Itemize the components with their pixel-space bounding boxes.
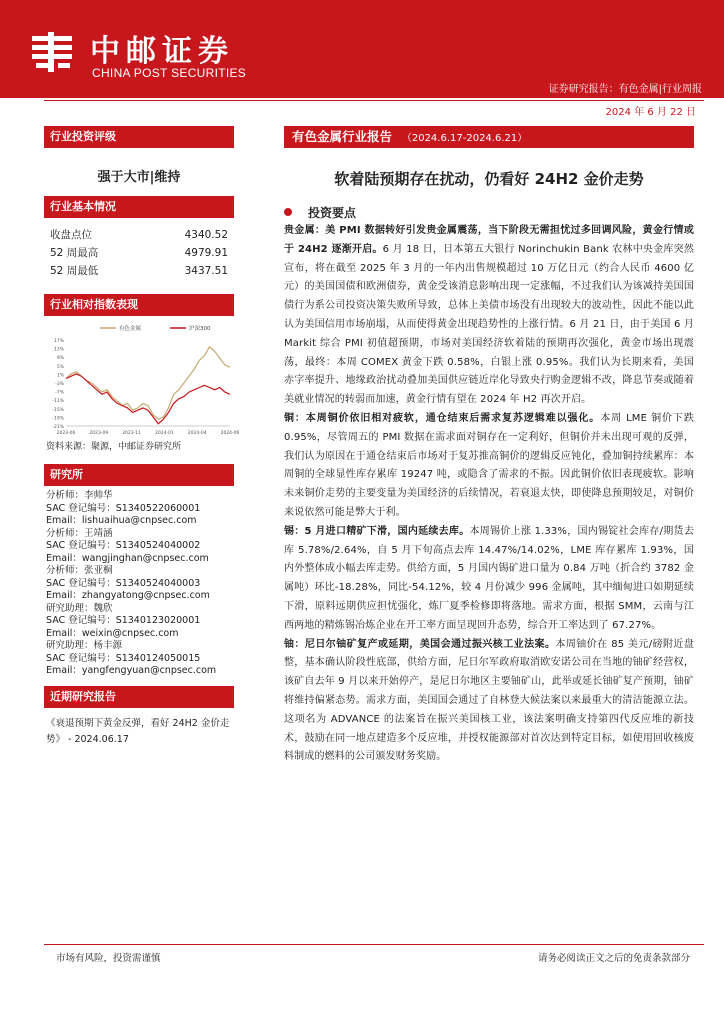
section-basics-label: 行业基本情况 <box>44 196 234 218</box>
analyst-line: Email：yangfengyuan@cnpsec.com <box>46 665 217 676</box>
paragraph-lead: 贵金属：美 PMI 数据转好引发贵金属震荡，当下阶段无需担忧过多回调风险，黄金行情或于 24H2 逐渐开启。 <box>284 225 694 255</box>
section-rating-label: 行业投资评级 <box>44 126 234 148</box>
y-tick-label: 5% <box>56 364 64 370</box>
x-tick-label: 2023-11 <box>122 431 142 436</box>
stat-row <box>44 226 234 244</box>
report-title: 有色金属行业报告 <box>292 129 393 144</box>
section-analysts-label: 研究所 <box>44 464 234 486</box>
analyst-line: Email：weixin@cnpsec.com <box>46 627 179 639</box>
paragraph-lead: 铀：尼日尔铀矿复产或延期，美国会通过振兴核工业法案。 <box>284 638 556 650</box>
analyst-line: Email：zhangyatong@cnpsec.com <box>46 590 210 601</box>
stat-label: 52 周最低 <box>50 265 99 277</box>
recent-report: 《衰退预期下黄金反弹，看好 24H2 金价走势》 - 2024.06.17 <box>46 717 230 745</box>
legend-label: 沪深300 <box>189 326 211 332</box>
series-line <box>66 347 230 419</box>
stat-label: 收盘点位 <box>50 229 92 241</box>
paragraph-lead: 铜：本周铜价依旧相对疲软，通仓结束后需求复苏逻辑难以强化。 <box>284 412 601 424</box>
chart-source: 资料来源：聚源，中邮证券研究所 <box>46 442 182 452</box>
paragraph-precious-metals <box>284 222 694 410</box>
paragraph-body: 本周 LME 铜价下跌 0.95%，尽管周五的 PMI 数据在需求面对铜存在一定利好，但铜价并未出现可观的反弹，我们认为原因在于通仓结束后市场对于复苏推高铜价的逻辑反应钝化，叠加铜持续累库：本周铜的全球显性库存累库 19247 吨，或隐含了需求的不振。因此铜价依旧表现疲软。影响未来铜价走势的主要变量为美国经济的后续情况，若衰退太快，即使降息预期较足，对铜价来说依然可能是弊大于利。 <box>284 412 694 518</box>
stat-value: 4340.52 <box>184 229 228 241</box>
y-tick-label: -21% <box>52 425 64 430</box>
analyst-line: SAC 登记编号：S1340123020001 <box>46 615 201 626</box>
relative-index-chart-svg <box>44 320 240 438</box>
y-tick-label: -7% <box>55 390 64 396</box>
report-type: 证券研究报告：有色金属|行业周报 <box>548 84 702 95</box>
x-tick-label: 2024-04 <box>187 431 207 436</box>
analyst-line: SAC 登记编号：S1340124050015 <box>46 652 201 664</box>
x-tick-label: 2023-06 <box>56 431 76 436</box>
bullet-dot-icon <box>284 208 292 216</box>
brand-name-en: CHINA POST SECURITIES <box>92 66 247 80</box>
analyst-line: 研究助理：杨丰源 <box>46 640 123 651</box>
x-tick-label: 2024-06 <box>220 431 240 436</box>
paragraph-body: 6 月 18 日，日本第五大银行 Norinchukin Bank 农林中央金库突然宣布，将在截至 2025 年 3 月的一年内出售规模超过 10 万亿日元（约合人民币 4600 亿元）的美国国债和欧洲债券，黄金受该消息影响出现一定涨幅，不过我们认为该减持美国国债行为系公司投资决策失败所导致，总体上美债市场没有出现较大的波动性，因此不能以此认为美国信用市场崩塌，从而使得黄金出现趋势性的上涨行情。6 月 21 日，由于美国 6 月 Markit 综合 PMI 初值超预期，市场对美国经济软着陆的预期再次强化，黄金市场出现震荡，最终：本周 COMEX 黄金下跌 0.58%，白银上涨 0.95%。我们认为长期来看，美国赤字率提升、地缘政治扰动叠加美国供应链近岸化导致央行购金逻辑不改，降息节奏或随着美就业情况的转弱而加速，黄金行情有望在 2024 年 H2 再次开启。 <box>284 243 694 406</box>
page-footer <box>44 944 704 966</box>
analyst-list <box>44 490 234 678</box>
section-performance-label: 行业相对指数表现 <box>44 294 234 316</box>
stat-label: 52 周最高 <box>50 247 99 259</box>
date-line <box>0 98 724 120</box>
paragraph-uranium <box>284 636 694 768</box>
y-tick-label: 1% <box>56 373 64 379</box>
legend-label: 有色金属 <box>119 326 142 332</box>
y-tick-label: -11% <box>52 399 64 405</box>
paragraph-body: 本周铀价在 85 美元/磅附近盘整，基本确认阶段性底部，供给方面，尼日尔军政府取消欧安诺公司在当地的铀矿经营权，该矿自去年 9 月以来开始停产，是尼日尔地区主要铀矿山，此举或延长铀矿复产预期，铀矿将维持偏紧态势。需求方面，美国国会通过了自林登大候法案以来最重大的清洁能源立法。这项名为 ADVANCE 的法案旨在振兴美国核工业，该法案明确支持第四代反应堆的新技术，鼓励在同一地点建造多个反应堆，并授权能源部对首次达到特定目标，如使用回收核废料制成的燃料的公司颁发财务奖励。 <box>284 638 694 763</box>
stat-row <box>44 262 234 280</box>
analyst-line: 分析师：李帅华 <box>46 490 113 501</box>
series-line <box>66 374 230 424</box>
x-tick-label: 2024-01 <box>154 431 174 436</box>
industry-rating: 强于大市|维持 <box>97 170 181 185</box>
china-post-logo-icon <box>28 28 76 76</box>
y-tick-label: 17% <box>53 339 64 344</box>
analyst-line: 分析师：张亚桐 <box>46 565 113 576</box>
headline: 软着陆预期存在扰动，仍看好 24H2 金价走势 <box>334 170 644 188</box>
y-tick-label: -19% <box>52 416 64 422</box>
paragraph-lead: 锡：5 月进口精矿下滑，国内延续去库。 <box>284 525 470 537</box>
y-tick-label: -3% <box>55 382 64 387</box>
disclaimer-note: 请务必阅读正文之后的免责条款部分 <box>537 953 690 964</box>
stat-value: 3437.51 <box>184 265 228 277</box>
analyst-line: SAC 登记编号：S1340522060001 <box>46 502 201 514</box>
left-sidebar <box>44 126 240 748</box>
analyst-line: Email：lishuaihua@cnpsec.com <box>46 515 197 526</box>
main-content <box>284 126 694 767</box>
stat-value: 4979.91 <box>184 247 228 259</box>
report-title-bar <box>284 126 694 148</box>
divider <box>44 100 704 101</box>
brand-name-cn: 中邮证券 <box>90 34 234 69</box>
analyst-line: SAC 登记编号：S1340524040003 <box>46 577 201 589</box>
analyst-line: 分析师：王靖涵 <box>46 527 113 539</box>
x-tick-label: 2023-09 <box>89 431 109 436</box>
key-points-title <box>284 202 694 222</box>
paragraph-body: 本周锡价上涨 1.33%，国内锡锭社会库存/期货去库 5.78%/2.64%，自 5 月下旬高点去库 14.47%/14.02%，LME 库存累库 1.93%，国内外整体成小幅去库走势。供给方面，5 月国内锡矿进口量为 0.84 万吨（折合约 3782 金属吨）环比-18.28%，同比-54.12%，较 4 月份减少 996 金属吨，其中缅甸进口如期延续下滑，原料远期供应担忧强化，炼厂夏季检修即将落地。需求方面，根据 SMM，云南与江西两地的精炼锡冶炼企业在开工率方面呈现回升态势，综合开工率达到了 67.27%。 <box>284 525 694 631</box>
y-tick-label: 9% <box>56 356 64 362</box>
analyst-line: 研究助理：魏欣 <box>46 602 113 614</box>
body-text <box>284 222 694 767</box>
key-points-label: 投资要点 <box>308 205 357 220</box>
analyst-line: SAC 登记编号：S1340524040002 <box>46 540 201 551</box>
divider <box>44 944 704 945</box>
paragraph-tin <box>284 523 694 636</box>
section-recent-label: 近期研究报告 <box>44 686 234 708</box>
y-tick-label: 13% <box>53 347 64 353</box>
report-date: 2024 年 6 月 22 日 <box>605 107 696 118</box>
analyst-line: Email：wangjinghan@cnpsec.com <box>46 552 209 564</box>
y-tick-label: -15% <box>52 407 64 413</box>
stat-row <box>44 244 234 262</box>
report-date-range: （2024.6.17-2024.6.21） <box>401 133 528 144</box>
paragraph-copper <box>284 410 694 523</box>
report-header <box>0 0 724 98</box>
risk-warning: 市场有风险，投资需谨慎 <box>56 953 161 964</box>
relative-index-chart <box>44 320 240 438</box>
